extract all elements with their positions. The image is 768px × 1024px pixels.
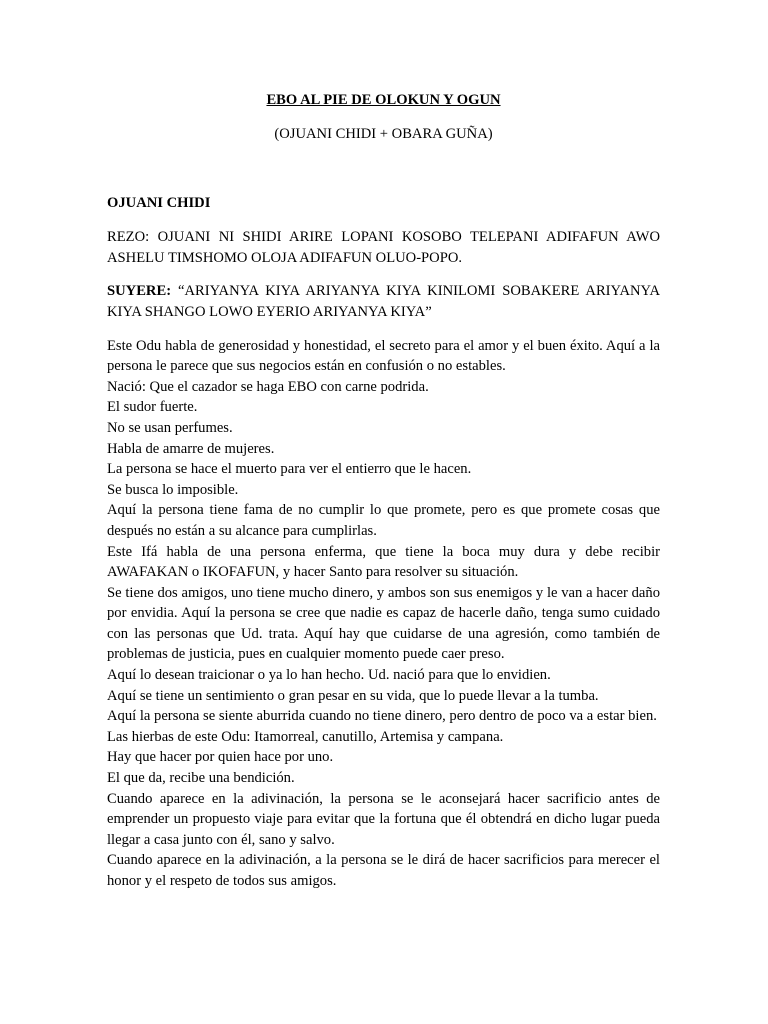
body-paragraph: Nació: Que el cazador se haga EBO con carne podrida. [107,378,429,395]
body-paragraph: Aquí la persona se siente aburrida cuando no tiene dinero, pero dentro de poco va a estar bien. [107,708,657,725]
body-paragraph: Las hierbas de este Odu: Itamorreal, canutillo, Artemisa y campana. [107,728,504,745]
body-paragraph: Aquí se tiene un sentimiento o gran pesar en su vida, que lo puede llevar a la tumba. [107,687,599,704]
body-paragraph: Este Odu habla de generosidad y honestidad, el secreto para el amor y el buen éxito. Aquí a la persona le parece que sus negocios están en confusión o no estables. [107,337,660,375]
body-paragraph: El que da, recibe una bendición. [107,770,295,787]
suyere-text: “ARIYANYA KIYA ARIYANYA KIYA KINILOMI SOBAKERE ARIYANYA KIYA SHANGO LOWO EYERIO ARIYANYA KIYA” [107,283,660,320]
body-paragraph: Se busca lo imposible. [107,481,239,498]
body-paragraph: La persona se hace el muerto para ver el entierro que le hacen. [107,461,472,478]
body-paragraph: Habla de amarre de mujeres. [107,440,275,457]
body-paragraph: Se tiene dos amigos, uno tiene mucho dinero, y ambos son sus enemigos y le van a hacer daño por envidia. Aquí la persona se cree que nadie es capaz de hacerle daño, tenga sumo cuidado con las personas que Ud. trata. Aquí hay que cuidarse de una agresión, como también de problemas de justicia, pues en cualquier momento puede caer preso. [107,584,660,663]
body-text [107,336,660,892]
suyere-label: SUYERE: [107,283,172,300]
body-paragraph: Aquí la persona tiene fama de no cumplir lo que promete, pero es que promete cosas que después no están a su alcance para cumplirlas. [107,502,660,539]
document-subtitle: (OJUANI CHIDI + OBARA GUÑA) [274,126,493,142]
body-paragraph: Hay que hacer por quien hace por uno. [107,749,334,766]
body-paragraph: Cuando aparece en la adivinación, a la persona se le dirá de hacer sacrificios para merecer el honor y el respeto de todos sus amigos. [107,852,660,889]
body-paragraph: Este Ifá habla de una persona enferma, que tiene la boca muy dura y debe recibir AWAFAKAN o IKOFAFUN, y hacer Santo para resolver su situación. [107,543,660,581]
suyere-paragraph [107,281,660,322]
body-paragraph: El sudor fuerte. [107,399,198,416]
body-paragraph: No se usan perfumes. [107,419,233,436]
body-paragraph: Aquí lo desean traicionar o ya lo han hecho. Ud. nació para que lo envidien. [107,667,551,684]
section-heading: OJUANI CHIDI [107,194,211,211]
rezo-paragraph: REZO: OJUANI NI SHIDI ARIRE LOPANI KOSOBO TELEPANI ADIFAFUN AWO ASHELU TIMSHOMO OLOJA ADIFAFUN OLUO-POPO. [107,229,660,266]
document-page [107,90,660,892]
document-title: EBO AL PIE DE OLOKUN Y OGUN [266,92,501,108]
body-paragraph: Cuando aparece en la adivinación, la persona se le aconsejará hacer sacrificio antes de emprender un propuesto viaje para evitar que la fortuna que él obtendrá en dicho lugar pueda llegar a casa junto con él, sano y salvo. [107,790,660,848]
